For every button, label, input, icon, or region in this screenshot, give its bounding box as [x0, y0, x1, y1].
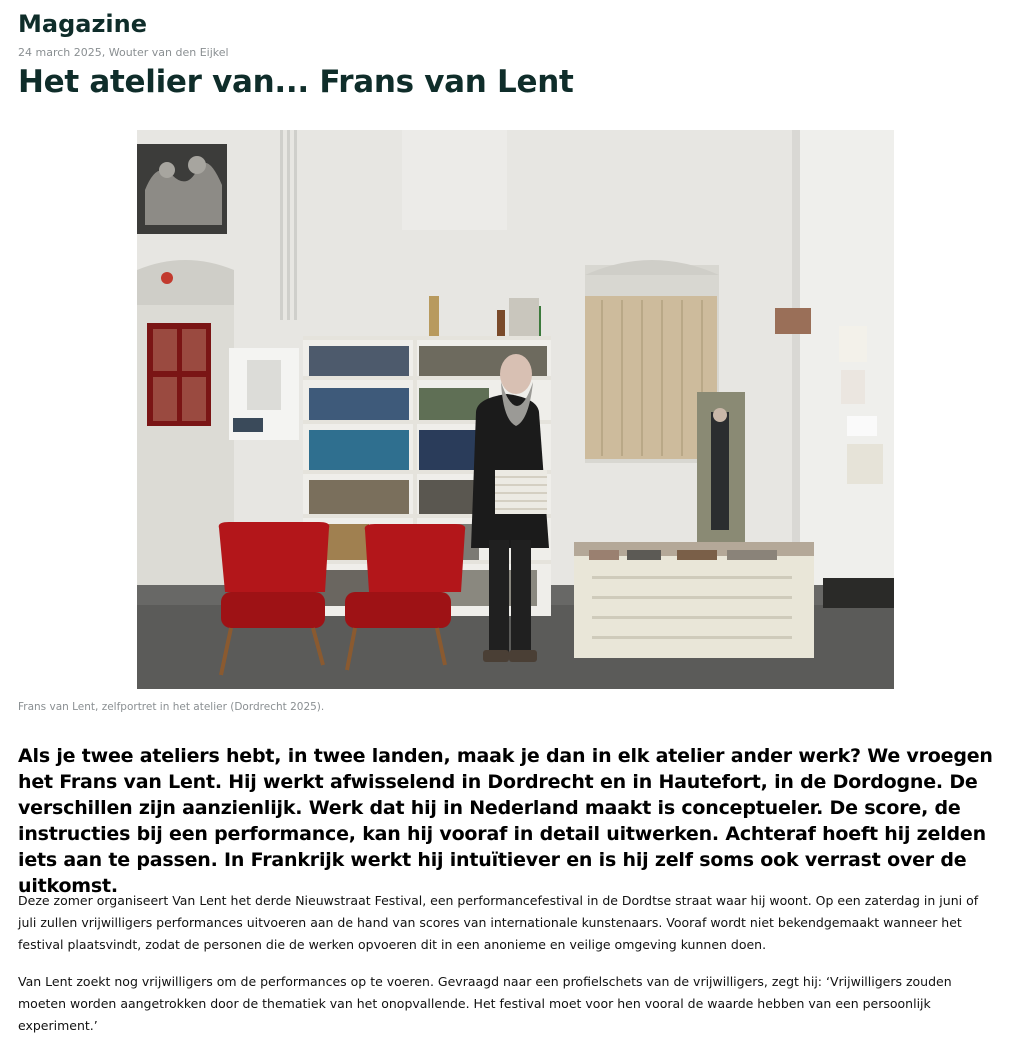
atelier-photo — [137, 130, 894, 689]
article-paragraph: Van Lent zoekt nog vrijwilligers om de performances op te voeren. Gevraagd naar een profielschets van de vrijwilligers, zegt hij: ‘Vrijwilligers zouden moeten worden aangetrokken door de thematiek van het onopvallende. Het festival moet voor hen vooral de waarde hebben van een persoonlijk experiment.’ — [18, 974, 952, 1033]
article-lead: Als je twee ateliers hebt, in twee landen, maak je dan in elk atelier ander werk? We vroegen het Frans van Lent. Hij werkt afwisselend in Dordrecht en in Hautefort, in de Dordogne. De verschillen zijn aanzienlijk. Werk dat hij in Nederland maakt is conceptueler. De score, de instructies bij een performance, kan hij vooraf in detail uitwerken. Achteraf hoeft hij zelden iets aan te passen. In Frankrijk werkt hij intuïtiever en is hij zelf soms ook verrast over de uitkomst. — [18, 745, 993, 897]
article-meta: 24 march 2025, Wouter van den Eijkel — [18, 46, 229, 59]
photo-caption: Frans van Lent, zelfportret in het atelier (Dordrecht 2025). — [18, 701, 325, 713]
article-headline: Het atelier van... Frans van Lent — [18, 64, 574, 100]
section-title: Magazine — [18, 10, 148, 38]
article-paragraph: Deze zomer organiseert Van Lent het derde Nieuwstraat Festival, een performancefestival in de Dordtse straat waar hij woont. Op een zaterdag in juni of juli zullen vrijwilligers performances uitvoeren aan de hand van scores van internationale kunstenaars. Vooraf wordt niet bekendgemaakt wanneer het festival plaatsvindt, zodat de personen die de werken opvoeren dit in een anonieme en veilige omgeving kunnen doen. — [18, 893, 979, 952]
